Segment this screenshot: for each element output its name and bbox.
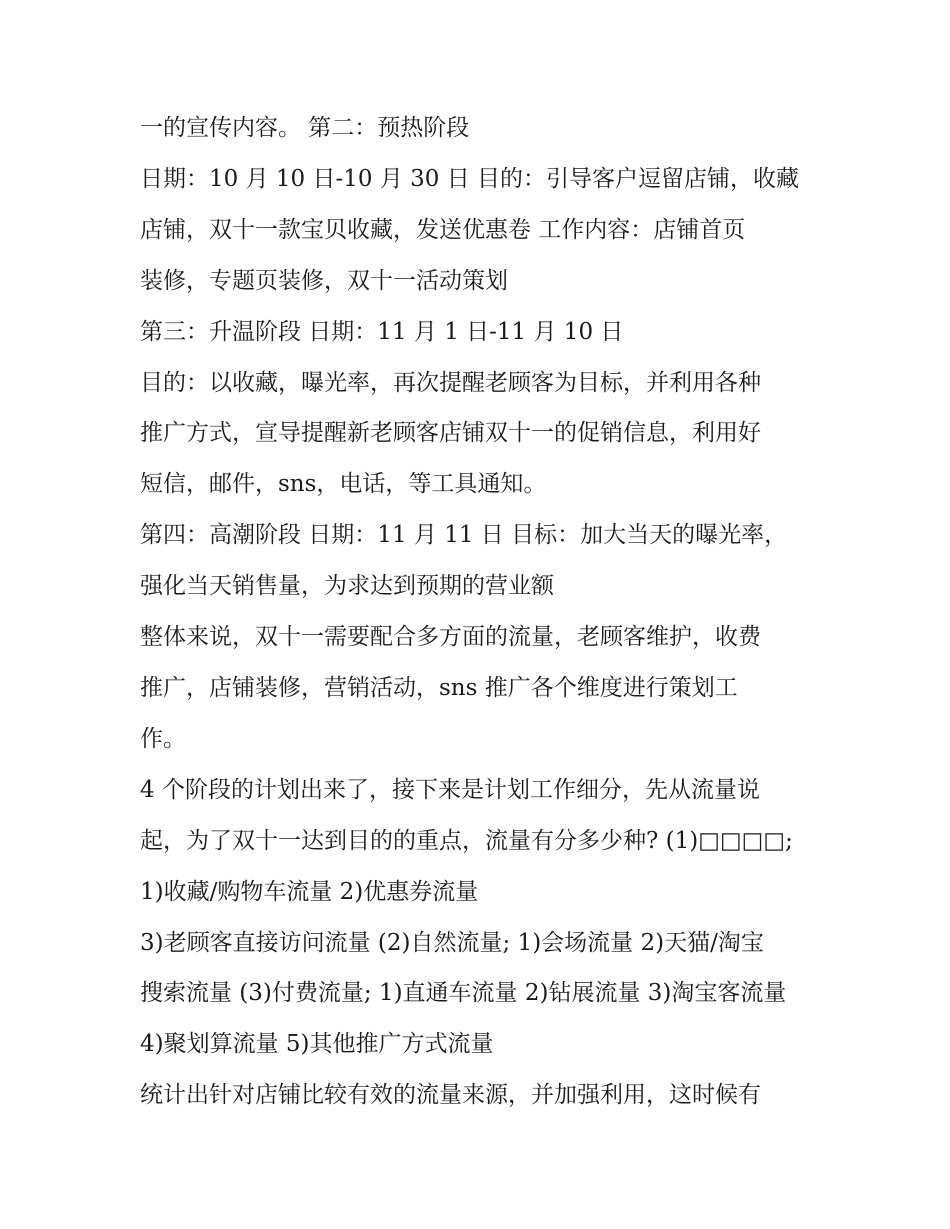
text-line: 一的宣传内容。 第二：预热阶段 xyxy=(140,115,470,141)
text-line: 第四：高潮阶段 日期：11 月 11 日 目标：加大当天的曝光率， xyxy=(140,522,788,548)
text-line: 目的：以收藏，曝光率，再次提醒老顾客为目标，并利用各种 xyxy=(140,370,761,396)
text-line: 1)收藏/购物车流量 2)优惠券流量 xyxy=(140,879,479,905)
text-line: 日期：10 月 10 日-10 月 30 日 目的：引导客户逗留店铺，收藏 xyxy=(140,166,800,192)
text-line: 作。 xyxy=(140,726,186,752)
text-line: 装修，专题页装修，双十一活动策划 xyxy=(140,268,508,294)
text-line: 店铺，双十一款宝贝收藏，发送优惠卷 工作内容：店铺首页 xyxy=(140,217,746,243)
text-line: 整体来说，双十一需要配合多方面的流量，老顾客维护，收费 xyxy=(140,624,761,650)
text-line: 短信，邮件，sns，电话，等工具通知。 xyxy=(140,471,547,497)
text-line: 4 个阶段的计划出来了，接下来是计划工作细分，先从流量说 xyxy=(140,777,760,803)
text-line: 起，为了双十一达到目的的重点，流量有分多少种? (1)□□□□; xyxy=(140,828,793,854)
text-line: 搜索流量 (3)付费流量; 1)直通车流量 2)钻展流量 3)淘宝客流量 xyxy=(140,980,787,1006)
text-line: 第三：升温阶段 日期：11 月 1 日-11 月 10 日 xyxy=(140,319,624,345)
text-line: 3)老顾客直接访问流量 (2)自然流量; 1)会场流量 2)天猫/淘宝 xyxy=(140,930,764,956)
text-line: 强化当天销售量，为求达到预期的营业额 xyxy=(140,573,554,599)
text-line: 4)聚划算流量 5)其他推广方式流量 xyxy=(140,1031,494,1057)
text-line: 推广，店铺装修，营销活动，sns 推广各个维度进行策划工 xyxy=(140,675,738,701)
text-line: 推广方式，宣导提醒新老顾客店铺双十一的促销信息，利用好 xyxy=(140,420,761,446)
text-line: 统计出针对店铺比较有效的流量来源，并加强利用，这时候有 xyxy=(140,1082,761,1108)
